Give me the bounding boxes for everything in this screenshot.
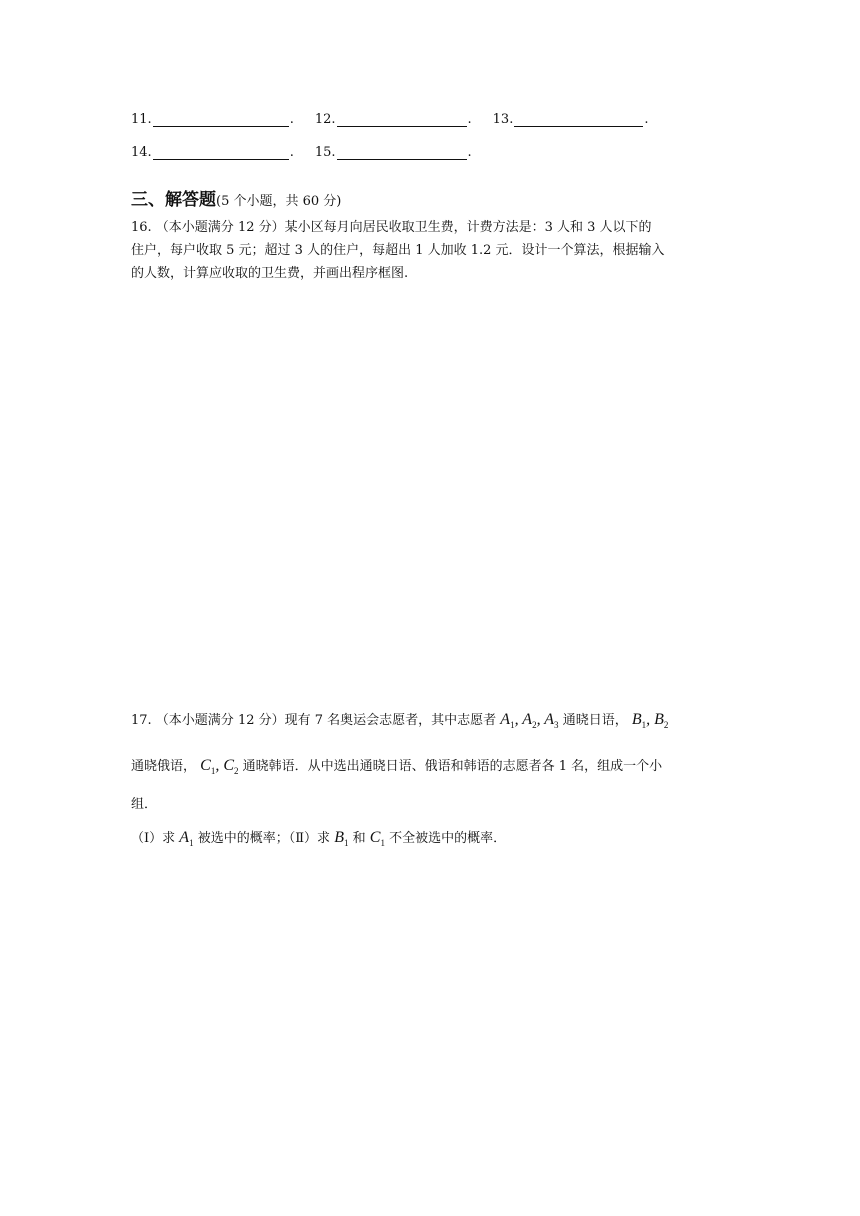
question-16-line-2: 住户，每户收取 5 元；超过 3 人的住户，每超出 1 人加收 1.2 元．设计一个算法，根据输入 <box>131 243 665 258</box>
answer-line[interactable] <box>337 114 467 127</box>
blank-number: 14. <box>131 145 152 160</box>
part-1-prefix: （Ⅰ）求 <box>131 831 176 846</box>
question-17-line-1 <box>131 712 668 730</box>
question-17-group: 组． <box>131 797 158 812</box>
question-17-line-2 <box>131 758 662 776</box>
answer-blanks-row-2 <box>131 145 472 160</box>
section-note: (5 个小题，共 60 分) <box>216 194 342 209</box>
answer-line[interactable] <box>153 114 289 127</box>
section-title: 三、解答题 <box>131 190 216 210</box>
blank-number: 11. <box>131 112 152 127</box>
blank-14[interactable] <box>131 145 294 160</box>
part-1-suffix: 被选中的概率；（Ⅱ）求 <box>197 831 331 846</box>
blank-11[interactable] <box>131 112 294 127</box>
math-a1: $A_1$ <box>179 829 194 849</box>
math-b1: $B_1$ <box>334 829 349 849</box>
section-heading <box>131 185 341 210</box>
blank-15[interactable] <box>315 145 472 160</box>
question-16 <box>131 216 731 285</box>
question-17-prefix: 17. （本小题满分 12 分）现有 7 名奥运会志愿者，其中志愿者 <box>131 713 497 728</box>
math-a-variables: $A_1$, $A_2$, $A_3$ <box>500 711 559 731</box>
blank-13[interactable] <box>493 112 649 127</box>
part-2-mid: 和 <box>352 831 366 846</box>
math-b-variables: $B_1$, $B_2$ <box>631 711 669 731</box>
blank-12[interactable] <box>315 112 472 127</box>
question-17-line-3 <box>131 798 157 811</box>
question-17-russian: 通晓俄语， <box>131 759 197 774</box>
blank-period: . <box>289 145 294 160</box>
blank-period: . <box>289 112 294 127</box>
blank-period: . <box>467 112 472 127</box>
question-16-line-3: 的人数，计算应收取的卫生费，并画出程序框图. <box>131 266 409 281</box>
question-17-japanese: 通晓日语， <box>562 713 628 728</box>
blank-number: 15. <box>314 145 336 160</box>
question-17-korean: 通晓韩语．从中选出通晓日语、俄语和韩语的志愿者各 1 名，组成一个小 <box>242 759 663 774</box>
blank-period: . <box>467 145 472 160</box>
answer-blanks-row-1 <box>131 112 648 127</box>
answer-line[interactable] <box>514 114 643 127</box>
question-17-parts <box>131 830 506 848</box>
blank-period: . <box>644 112 649 127</box>
part-2-suffix: 不全被选中的概率． <box>389 831 507 846</box>
math-c-variables: $C_1$, $C_2$ <box>200 757 239 777</box>
answer-line[interactable] <box>153 147 289 160</box>
blank-number: 12. <box>314 112 336 127</box>
answer-line[interactable] <box>337 147 467 160</box>
question-16-line-1: 16. （本小题满分 12 分）某小区每月向居民收取卫生费，计费方法是：3 人和 3 人以下的 <box>131 220 652 235</box>
math-c1: $C_1$ <box>369 829 385 849</box>
blank-number: 13. <box>492 112 514 127</box>
